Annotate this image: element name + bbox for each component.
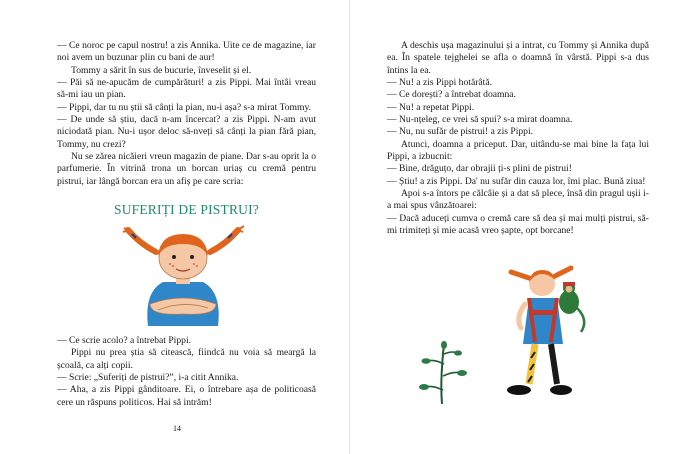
plant-sprig-illustration bbox=[412, 340, 472, 406]
paragraph: — Nu! a repetat Pippi. bbox=[387, 101, 475, 113]
paragraph: Nu se zărea nicăieri vreun magazin de piane. Dar s-au oprit la o parfumerie. În vitrină trona un borcan uriaș cu cremă pentru pistrui, iar lângă borcan era un afiș pe care scria: bbox=[57, 151, 316, 187]
paragraph: — Ce dorești? a întrebat doamna. bbox=[387, 89, 516, 101]
paragraph: — Pippi, dar tu nu știi să cânți la pian, nu-i așa? s-a mirat Tommy. bbox=[57, 101, 312, 113]
paragraph: Apoi s-a întors pe călcâie și a dat să plece, însă din pragul ușii i-a mai spus vânzătoarei: bbox=[387, 188, 649, 212]
page-number: 14 bbox=[173, 424, 181, 433]
paragraph: — Aha, a zis Pippi gânditoare. Ei, o întrebare așa de politicoasă cere un răspuns politicos. Hai să intrăm! bbox=[57, 384, 316, 408]
paragraph: Pippi nu prea știa să citească, fiindcă nu voia să meargă la școală, ca alți copii. bbox=[57, 347, 316, 371]
left-page bbox=[57, 40, 316, 408]
paragraph: Atunci, doamna a priceput. Dar, uitându-se mai bine la fața lui Pippi, a izbucnit: bbox=[387, 138, 649, 163]
paragraph: A deschis ușa magazinului și a intrat, cu Tommy și Annika după ea. În spatele tejghelei se afla o doamnă în vârstă. Pippi s-a dus întins la ea. bbox=[387, 40, 649, 76]
paragraph: — De unde să știu, dacă n-am încercat? a zis Pippi. N-am avut niciodată pian. Nu-i ușor deloc să-nveți să cânți la pian fără pian, Tommy, nu crezi? bbox=[57, 114, 316, 150]
paragraph: — Nu! a zis Pippi hotărâtă. bbox=[387, 77, 492, 89]
paragraph: — Bine, drăguțo, dar obrajii ți-s plini de pistrui! bbox=[387, 163, 572, 175]
paragraph: — Dacă aduceți cumva o cremă care să dea și mai mulți pistrui, să-mi trimiteți și mie acasă vreo șapte, opt borcane! bbox=[387, 212, 649, 237]
left-lower-text bbox=[57, 335, 316, 409]
pippi-walking-with-monkey-illustration bbox=[505, 262, 605, 410]
pippi-arms-crossed-illustration bbox=[118, 222, 248, 328]
right-page bbox=[387, 40, 649, 238]
paragraph: — Ce scrie acolo? a întrebat Pippi. bbox=[57, 335, 192, 346]
paragraph: — Nu, nu sufăr de pistrui! a zis Pippi. bbox=[387, 126, 534, 138]
paragraph: — Nu-nțeleg, ce vrei să spui? s-a mirat doamna. bbox=[387, 114, 573, 126]
paragraph: — Ce noroc pe capul nostru! a zis Annika. Uite ce de magazine, iar noi avem un buzunar plin cu bani de aur! bbox=[57, 40, 316, 64]
poster-headline: SUFERIȚI DE PISTRUI? bbox=[114, 202, 259, 217]
page-gutter bbox=[349, 0, 351, 454]
paragraph: — Scrie: „Suferiți de pistrui?”, i-a citit Annika. bbox=[57, 372, 239, 384]
paragraph: — Știu! a zis Pippi. Da' nu sufăr din cauza lor, îmi plac. Bună ziua! bbox=[387, 175, 646, 187]
paragraph: — Păi să ne-apucăm de cumpărături! a zis Pippi. Mai întâi vreau să-mi iau un pian. bbox=[57, 77, 316, 101]
paragraph: Tommy a sărit în sus de bucurie, înveselit și el. bbox=[71, 64, 252, 76]
